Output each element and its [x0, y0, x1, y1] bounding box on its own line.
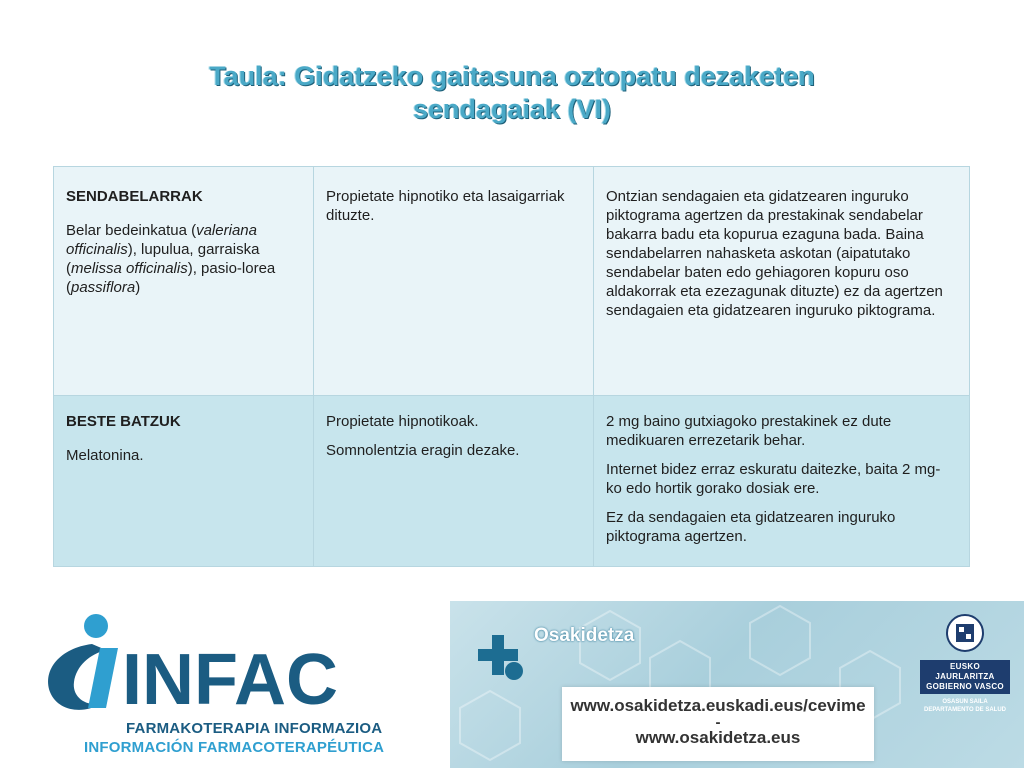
- herb-latin: melissa officinalis: [71, 260, 188, 277]
- gov-line-1: EUSKO JAURLARITZA: [935, 662, 995, 681]
- herb-text: ): [135, 279, 141, 296]
- infac-logo-block: [40, 608, 400, 758]
- page-title: [0, 60, 1024, 126]
- herb-text: ), lupulua, garraiska (: [66, 241, 260, 277]
- osakidetza-name: Osakidetza: [534, 625, 635, 646]
- table-row: [54, 396, 970, 567]
- herbs-list: [66, 221, 299, 297]
- url-box: [562, 687, 874, 761]
- herb-text: ), pasio-lorea (: [66, 260, 276, 296]
- notes-cell: [594, 396, 970, 567]
- infac-subtitle-es: INFORMACIÓN FARMACOTERAPÉUTICA: [84, 739, 385, 756]
- properties-cell: [314, 396, 594, 567]
- category-cell: [54, 167, 314, 396]
- note-text: 2 mg baino gutxiagoko prestakinek ez dute medikuaren errezetarik behar.: [606, 413, 892, 449]
- infac-wordmark: INFAC: [122, 640, 338, 718]
- items-text: Melatonina.: [66, 447, 144, 464]
- notes-cell: [594, 167, 970, 396]
- note-text: Internet bidez erraz eskuratu daitezke, baita 2 mg-ko edo hortik gorako dosiak ere.: [606, 461, 941, 497]
- gov-line-2: GOBIERNO VASCO: [926, 682, 1004, 691]
- basque-government-logo: [920, 613, 1010, 714]
- property-text: Propietate hipnotiko eta lasaigarriak dituzte.: [326, 188, 565, 224]
- note-text: Ez da sendagaien eta gidatzearen inguruko piktograma agertzen.: [606, 509, 896, 545]
- title-line-2: sendagaiak (VI): [412, 94, 612, 124]
- infac-subtitle-eu: FARMAKOTERAPIA INFORMAZIOA: [126, 720, 383, 737]
- gov-name-box: [920, 660, 1010, 694]
- property-text: Somnolentzia eragin dezake.: [326, 442, 520, 459]
- drugs-table: [53, 166, 970, 567]
- property-text: Propietate hipnotikoak.: [326, 413, 479, 430]
- url-separator: -: [715, 714, 721, 731]
- herb-latin: passiflora: [71, 279, 136, 296]
- osakidetza-banner: [450, 601, 1024, 768]
- category-cell: [54, 396, 314, 567]
- gov-dept-line-1: OSASUN SAILA: [942, 699, 988, 705]
- osakidetza-link[interactable]: www.osakidetza.eus: [635, 728, 801, 747]
- table-row: [54, 167, 970, 396]
- infac-logo: [40, 608, 380, 718]
- gov-department: [920, 698, 1010, 714]
- herb-latin: valeriana officinalis: [66, 222, 257, 258]
- note-text: Ontzian sendagaien eta gidatzearen inguruko piktograma agertzen da prestakinak sendabelar bakarra badu eta kopurua ezaguna bada. Baina sendabelarren nahasketa askotan (aipatutako sendabelar baten edo gehiagoren kopuru oso aldakorrak eta ezezagunak dituzte) ez da agertzen sendagaien eta gidatzearen inguruko piktograma.: [606, 188, 943, 319]
- coat-of-arms-icon: [945, 613, 985, 653]
- gov-dept-line-2: DEPARTAMENTO DE SALUD: [923, 707, 1006, 713]
- title-line-1: Taula: Gidatzeko gaitasuna oztopatu dezaketen: [209, 61, 815, 91]
- properties-cell: [314, 167, 594, 396]
- category-label: SENDABELARRAK: [66, 188, 203, 205]
- cevime-link[interactable]: www.osakidetza.euskadi.eus/cevime: [570, 696, 866, 715]
- osakidetza-cross-icon: [474, 631, 530, 687]
- herb-text: Belar bedeinkatua (: [66, 222, 197, 239]
- category-label: BESTE BATZUK: [66, 413, 181, 430]
